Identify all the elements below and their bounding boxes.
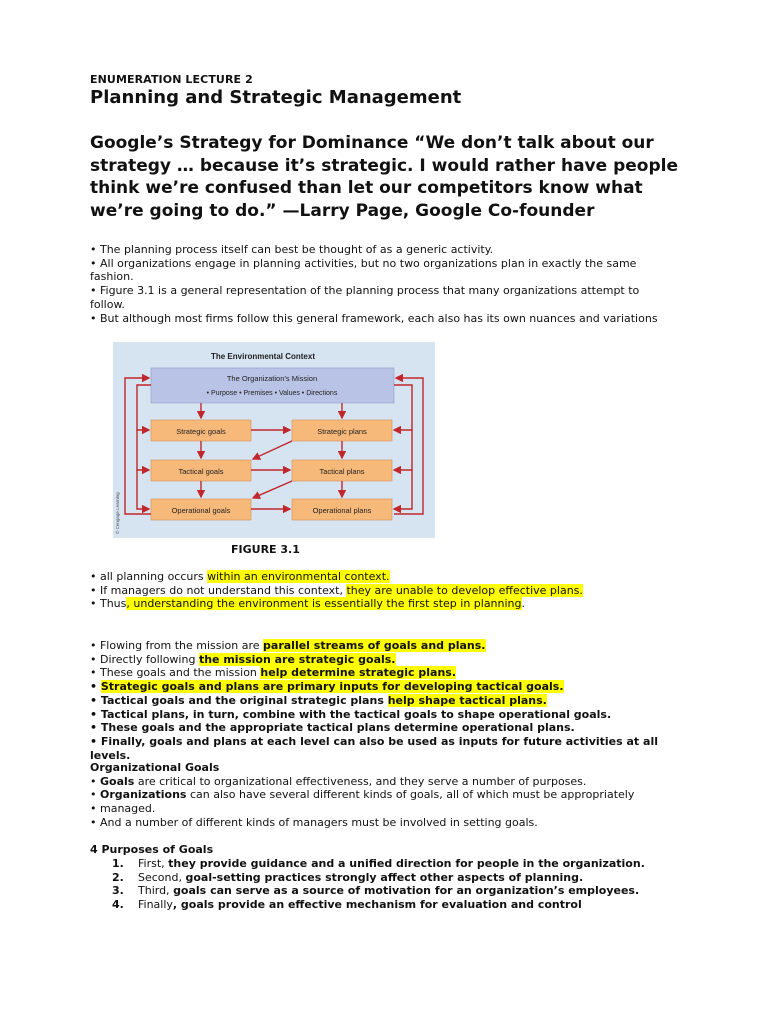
strategic-goals-label: Strategic goals: [176, 427, 226, 436]
quote-line: strategy … because it’s strategic. I would rather have people: [90, 155, 678, 176]
planning-process-figure: [113, 342, 435, 538]
flow-bullet-text: • Flowing from the mission are: [90, 639, 264, 652]
purpose-number: 4.: [112, 898, 124, 912]
intro-bullet: • Figure 3.1 is a general representation of the planning process that many organizations attempt to: [90, 284, 640, 298]
figure-diagram: [113, 342, 435, 538]
lecture-label: ENUMERATION LECTURE 2: [90, 73, 253, 86]
org-goal-bullet: [90, 788, 690, 802]
purpose-number: 1.: [112, 857, 124, 870]
purpose-text: Second,: [138, 870, 186, 884]
bullet-mark: •: [90, 788, 100, 802]
flow-bullet-text: •: [90, 680, 101, 694]
tactical-goals-label: Tactical goals: [178, 467, 224, 476]
intro-bullet-cont: fashion.: [90, 270, 134, 284]
flow-bullet: [90, 639, 690, 653]
purpose-text: First,: [138, 857, 169, 870]
bold-term: Goals: [100, 774, 135, 788]
flow-bullet-text: • Tactical goals and the original strategic plans: [90, 693, 388, 707]
intro-bullet: • The planning process itself can best be thought of as a generic activity.: [90, 243, 494, 256]
bullet-mark: •: [90, 774, 100, 788]
purpose-bold: goal-setting practices strongly affect other aspects of planning.: [185, 870, 584, 884]
flow-bullet: [90, 694, 690, 708]
flow-bullet: [90, 666, 690, 680]
highlight-text: parallel streams of goals and plans.: [263, 639, 486, 652]
org-goal-text: are critical to organizational effectiveness, and they serve a number of purposes.: [134, 774, 587, 788]
mission-title: The Organization’s Mission: [226, 374, 318, 383]
context-bullet: [90, 570, 690, 584]
purpose-item: [112, 857, 645, 871]
flow-bullets: [90, 639, 690, 762]
org-goal-bullet: • managed.: [90, 802, 156, 816]
purpose-text: Third,: [138, 884, 174, 898]
purposes-heading: 4 Purposes of Goals: [90, 843, 214, 856]
purposes-list: [112, 857, 645, 912]
context-bullet-text: .: [521, 597, 526, 611]
quote-line: think we’re confused than let our competitors know what: [90, 178, 643, 198]
quote-block: [90, 132, 700, 222]
org-goal-bullet: • And a number of different kinds of managers must be involved in setting goals.: [90, 815, 538, 829]
purpose-item: [112, 884, 645, 898]
flow-bullet-text: • Directly following: [90, 652, 199, 666]
flow-bullet: • Tactical plans, in turn, combine with the tactical goals to shape operational goals.: [90, 707, 612, 721]
strategic-plans-label: Strategic plans: [317, 427, 367, 436]
flow-bullet: [90, 653, 690, 667]
highlight-text: the mission are strategic goals.: [198, 652, 396, 666]
context-bullet-text: • Thus: [90, 597, 127, 611]
operational-goals-label: Operational goals: [171, 506, 231, 515]
intro-bullets: [90, 243, 690, 325]
mission-items: • Purpose • Premises • Values • Directions: [206, 390, 338, 397]
page-title: Planning and Strategic Management: [90, 87, 462, 108]
context-title: The Environmental Context: [210, 352, 316, 361]
highlight-text: , understanding the environment is essentially the first step in planning: [126, 597, 522, 611]
org-goal-text: can also have several different kinds of goals, all of which must be appropriately: [186, 788, 635, 802]
flow-bullet-text: • These goals and the mission: [90, 666, 261, 680]
context-bullet-text: • all planning occurs: [90, 570, 208, 583]
context-bullet: [90, 597, 690, 611]
intro-bullet: • But although most firms follow this general framework, each also has its own nuances and variations: [90, 311, 658, 325]
tactical-plans-label: Tactical plans: [319, 467, 365, 476]
context-bullet: [90, 584, 690, 598]
quote-line: Google’s Strategy for Dominance “We don’t talk about our: [90, 133, 654, 153]
purpose-item: [112, 871, 645, 885]
figure-credit: © Cengage Learning: [115, 492, 120, 534]
flow-bullet: [90, 680, 690, 694]
flow-bullet: • Finally, goals and plans at each level can also be used as inputs for future activities at all levels.: [90, 734, 658, 762]
intro-bullet: • All organizations engage in planning activities, but no two organizations plan in exactly the same: [90, 256, 637, 270]
org-goal-bullet: [90, 775, 690, 789]
bold-term: Organizations: [100, 788, 187, 802]
flow-bullet: • These goals and the appropriate tactical plans determine operational plans.: [90, 721, 575, 735]
section-heading: Organizational Goals: [90, 761, 220, 774]
intro-bullet-cont: follow.: [90, 297, 125, 311]
context-bullets: [90, 570, 690, 611]
org-goals-section: [90, 761, 690, 830]
operational-plans-label: Operational plans: [312, 506, 372, 515]
highlight-text: help determine strategic plans.: [260, 666, 456, 680]
highlight-text: Strategic goals and plans are primary inputs for developing tactical goals.: [100, 680, 564, 694]
highlight-text: help shape tactical plans.: [387, 693, 547, 707]
highlight-text: within an environmental context.: [207, 570, 390, 583]
quote-line: we’re going to do.” —Larry Page, Google Co-founder: [90, 200, 595, 221]
purpose-number: 2.: [112, 870, 124, 884]
purpose-bold: they provide guidance and a unified direction for people in the organization.: [168, 857, 645, 870]
context-bullet-text: • If managers do not understand this context,: [90, 583, 347, 597]
purpose-number: 3.: [112, 884, 124, 898]
highlight-text: they are unable to develop effective plans.: [346, 583, 583, 597]
purpose-item: [112, 898, 645, 912]
purpose-bold: goals can serve as a source of motivation for an organization’s employees.: [173, 884, 640, 898]
figure-caption: FIGURE 3.1: [231, 543, 300, 556]
purpose-bold: , goals provide an effective mechanism for evaluation and control: [172, 898, 582, 912]
purpose-text: Finally: [138, 898, 173, 912]
